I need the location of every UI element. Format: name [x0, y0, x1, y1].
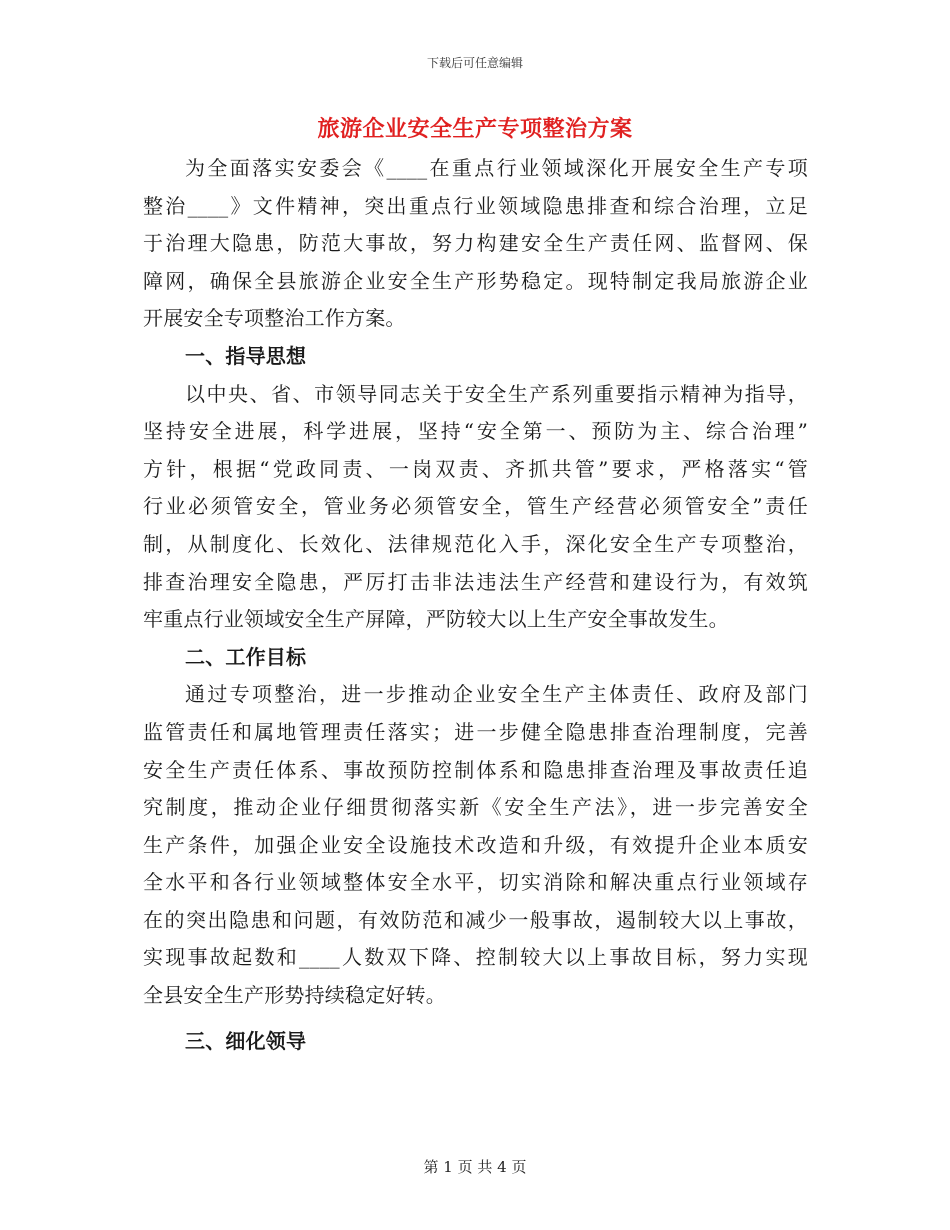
section1-line: 行业必须管安全，管业务必须管安全，管生产经营必须管安全”责任 — [143, 494, 808, 519]
section1-line: 以中央、省、市领导同志关于安全生产系列重要指示精神为指导， — [185, 381, 808, 406]
header-note: 下载后可任意编辑 — [426, 56, 523, 70]
section-heading-guiding-ideology: 一、指导思想 — [185, 343, 307, 368]
document-body — [143, 150, 808, 1060]
section-heading-work-goals: 二、工作目标 — [185, 644, 307, 669]
section2-line: 在的突出隐患和问题，有效防范和减少一般事故，遏制较大以上事故， — [143, 907, 808, 932]
section-heading-leadership: 三、细化领导 — [185, 1028, 307, 1053]
section1-line: 排查治理安全隐患，严厉打击非法违法生产经营和建设行为，有效筑 — [143, 569, 808, 594]
section2-line: 究制度，推动企业仔细贯彻落实新《安全生产法》，进一步完善安全 — [143, 795, 808, 820]
intro-line: 为全面落实安委会《____在重点行业领域深化开展安全生产专项 — [185, 156, 808, 180]
section1-line: 方针，根据“党政同责、一岗双责、齐抓共管”要求，严格落实“管 — [143, 456, 808, 481]
intro-line: 开展安全专项整治工作方案。 — [143, 306, 406, 331]
intro-line: 障网，确保全县旅游企业安全生产形势稳定。现特制定我局旅游企业 — [143, 268, 808, 293]
section1-line: 牢重点行业领域安全生产屏障，严防较大以上生产安全事故发生。 — [143, 607, 729, 632]
section2-line: 通过专项整治，进一步推动企业安全生产主体责任、政府及部门 — [185, 682, 808, 707]
intro-line: 整治____》文件精神，突出重点行业领域隐患排查和综合治理，立足 — [143, 193, 808, 218]
section2-line: 监管责任和属地管理责任落实；进一步健全隐患排查治理制度，完善 — [143, 719, 808, 744]
section2-line: 全县安全生产形势持续稳定好转。 — [143, 983, 446, 1008]
section2-line: 安全生产责任体系、事故预防控制体系和隐患排查治理及事故责任追 — [143, 757, 808, 782]
section1-line: 制，从制度化、长效化、法律规范化入手，深化安全生产专项整治， — [143, 531, 808, 556]
section2-line: 实现事故起数和____人数双下降、控制较大以上事故目标，努力实现 — [143, 945, 808, 970]
document-title: 旅游企业安全生产专项整治方案 — [317, 116, 633, 142]
section2-line: 生产条件，加强企业安全设施技术改造和升级，有效提升企业本质安 — [143, 832, 808, 857]
intro-line: 于治理大隐患，防范大事故，努力构建安全生产责任网、监督网、保 — [143, 231, 808, 256]
page-number-footer: 第 1 页 共 4 页 — [423, 1158, 527, 1176]
section2-line: 全水平和各行业领域整体安全水平，切实消除和解决重点行业领域存 — [143, 870, 808, 895]
section1-line: 坚持安全进展，科学进展，坚持“安全第一、预防为主、综合治理” — [143, 419, 808, 444]
